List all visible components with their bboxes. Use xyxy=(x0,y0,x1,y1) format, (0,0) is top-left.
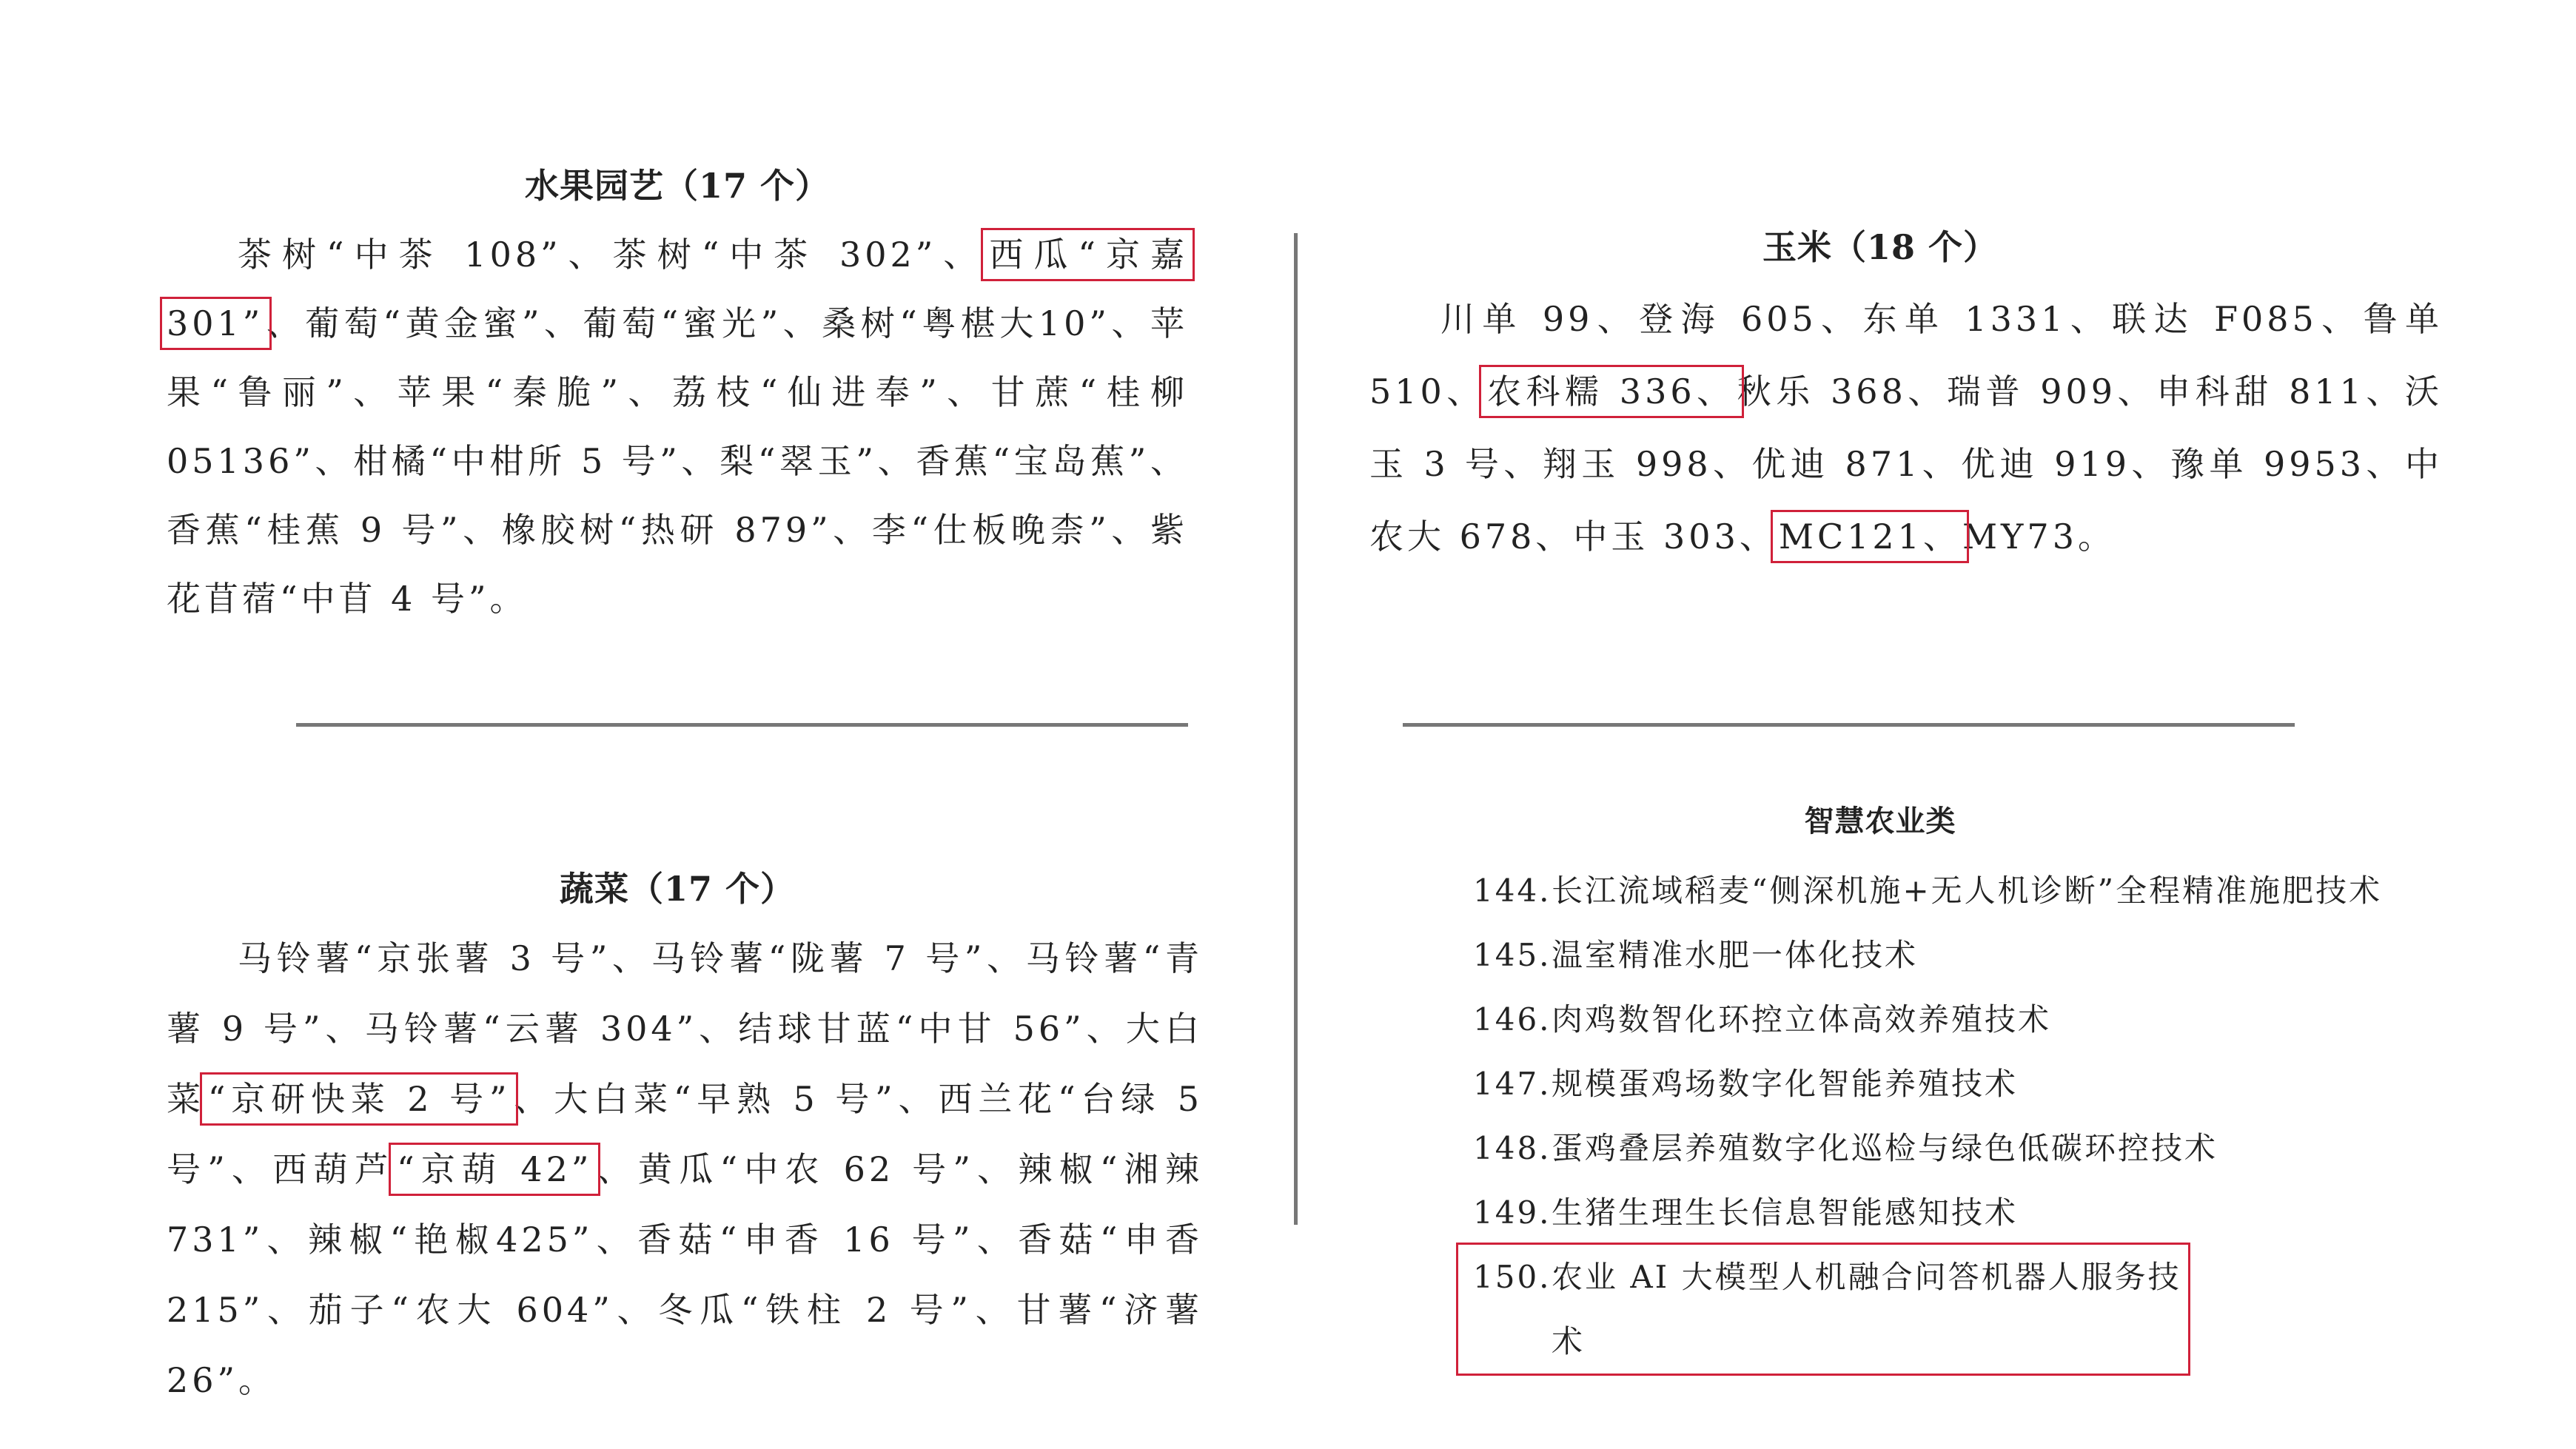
item-text: 蛋鸡叠层养殖数字化巡检与绿色低碳环控技术 xyxy=(1552,1130,2218,1166)
item-number: 144. xyxy=(1473,873,1552,909)
divider-left xyxy=(296,723,1188,727)
list-item xyxy=(1473,987,2384,1052)
corn-text-mid: 秋乐 368、瑞普 909、申科甜 811、沃玉 3 号、翔玉 998、优迪 871、优迪 919、豫单 9953、中农大 678、中玉 303、 xyxy=(1369,372,2443,557)
fruit-section-title: 水果园艺（17 个） xyxy=(524,166,831,206)
corn-paragraph xyxy=(1369,283,2443,573)
corn-text-before: 川单 99、登海 605、东单 1331、联达 F085、鲁单 510、 xyxy=(1369,299,2443,411)
vegetables-text-after: 、黄瓜“中农 62 号”、辣椒“湘辣 731”、辣椒“艳椒425”、香菇“申香 16 号”、香菇“申香 215”、茄子“农大 604”、冬瓜“铁柱 2 号”、甘薯“济薯 26”。 xyxy=(167,1149,1203,1400)
fruit-highlight-box: 西瓜“京嘉 301” xyxy=(167,235,1188,343)
list-item xyxy=(1473,1116,2384,1180)
item-number: 147. xyxy=(1473,1066,1552,1102)
vegetables-paragraph xyxy=(167,924,1203,1416)
item-text: 规模蛋鸡场数字化智能养殖技术 xyxy=(1552,1066,2019,1102)
corn-highlight-box-1: 农科糯 336、 xyxy=(1486,372,1736,411)
corn-text-after: MY73。 xyxy=(1962,517,2116,557)
divider-right xyxy=(1403,723,2295,727)
item-number: 146. xyxy=(1473,1001,1552,1038)
list-item xyxy=(1473,858,2384,923)
item-text: 长江流域稻麦“侧深机施+无人机诊断”全程精准施肥技术 xyxy=(1552,873,2383,909)
corn-highlight-box-2: MC121、 xyxy=(1778,517,1961,557)
fruit-text-before: 茶树“中茶 108”、茶树“中茶 302”、 xyxy=(238,235,988,275)
fruit-paragraph xyxy=(167,221,1188,633)
vegetables-text-mid: 、大白菜“早熟 5 号”、西兰花“台绿 5 号”、西葫芦 xyxy=(167,1079,1204,1189)
vegetables-highlight-box-2: “京葫 42” xyxy=(397,1149,593,1189)
item-number: 145. xyxy=(1473,937,1552,973)
item-text: 肉鸡数智化环控立体高效养殖技术 xyxy=(1552,1001,2052,1038)
list-item xyxy=(1473,1180,2384,1245)
list-item-highlighted xyxy=(1458,1245,2188,1374)
item-number: 150. xyxy=(1473,1259,1552,1295)
item-text: 生猪生理生长信息智能感知技术 xyxy=(1552,1194,2019,1231)
list-item xyxy=(1473,1052,2384,1116)
vegetables-text-before: 马铃薯“京张薯 3 号”、马铃薯“陇薯 7 号”、马铃薯“青薯 9 号”、马铃薯“云薯 304”、结球甘蓝“中甘 56”、大白菜 xyxy=(167,938,1203,1119)
item-text: 农业 AI 大模型人机融合问答机器人服务技术 xyxy=(1552,1259,2181,1359)
fruit-text-after: 、葡萄“黄金蜜”、葡萄“蜜光”、桑树“粤椹大10”、苹果“鲁丽”、苹果“秦脆”、荔枝“仙进奉”、甘蔗“桂柳 05136”、柑橘“中柑所 5 号”、梨“翠玉”、香蕉“宝岛蕉”、香蕉“桂蕉 9 号”、橡胶树“热研 879”、李“仕板晚柰”、紫花苜蓿“中苜 4 号”。 xyxy=(167,303,1188,619)
divider-vertical xyxy=(1294,233,1298,1225)
item-text: 温室精准水肥一体化技术 xyxy=(1552,937,1919,973)
vegetables-highlight-box-1: “京研快菜 2 号” xyxy=(207,1079,511,1119)
smart-agri-section-title: 智慧农业类 xyxy=(1804,804,1956,838)
list-item xyxy=(1473,923,2384,987)
corn-section-title: 玉米（18 个） xyxy=(1762,227,1999,267)
item-number: 149. xyxy=(1473,1194,1552,1231)
smart-agri-list xyxy=(1473,858,2384,1374)
vegetables-section-title: 蔬菜（17 个） xyxy=(559,869,796,909)
item-number: 148. xyxy=(1473,1130,1552,1166)
